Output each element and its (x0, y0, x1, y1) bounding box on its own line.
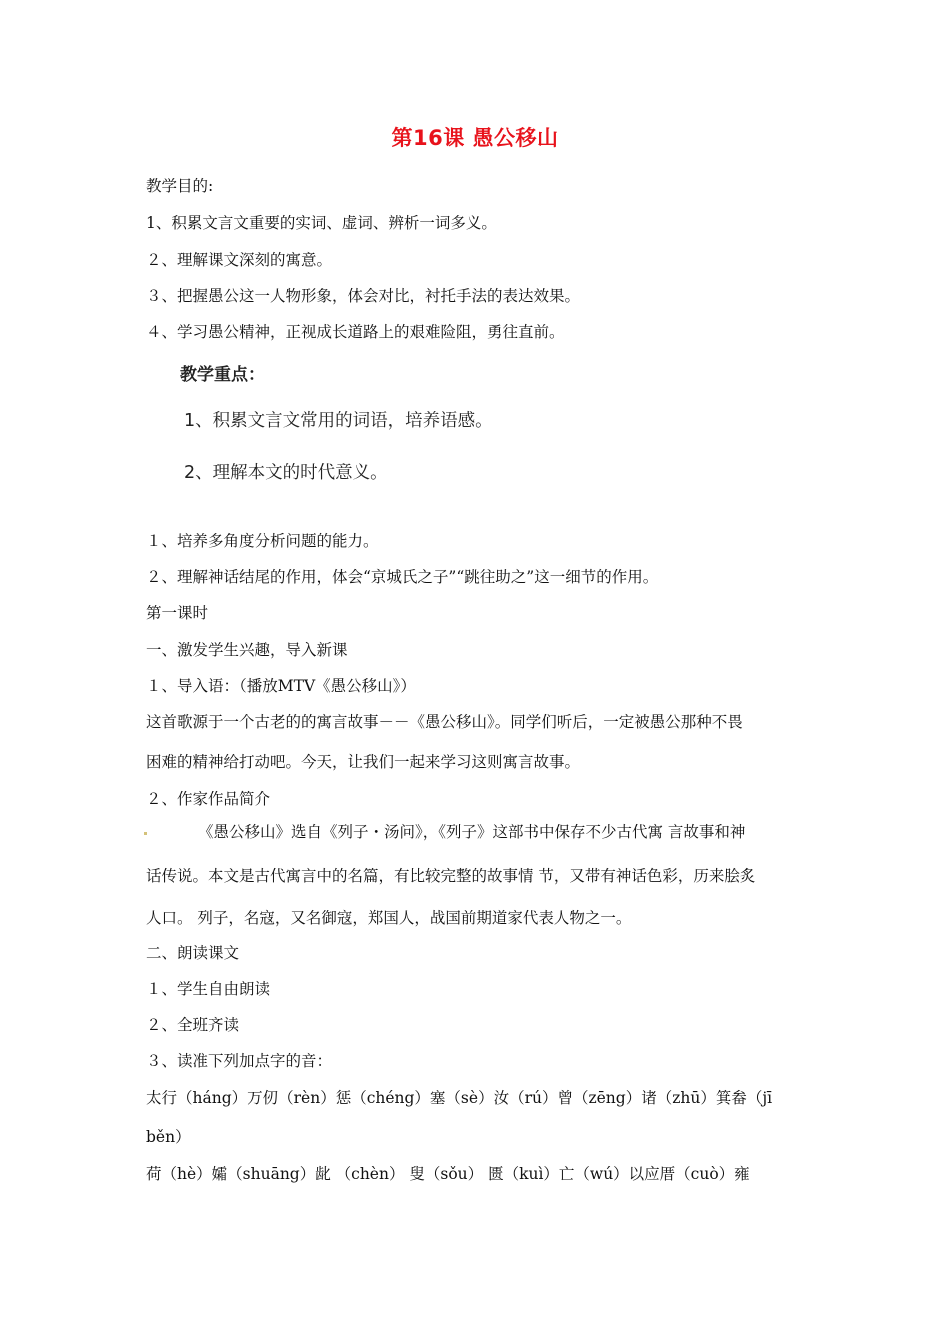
reading-item: ３、读准下列加点字的音： (146, 1052, 333, 1070)
reading-item: ２、全班齐读 (146, 1016, 240, 1034)
objective-item: ２、理解课文深刻的寓意。 (146, 251, 333, 269)
section-heading: 一、激发学生兴趣，导入新课 (146, 641, 348, 659)
objective-item: ３、把握愚公这一人物形象，体会对比，衬托手法的表达效果。 (146, 287, 581, 305)
bullet-dot (144, 832, 147, 835)
author-text: 话传说。本文是古代寓言中的名篇，有比较完整的故事情 节，又带有神话色彩，历来脍炙 (146, 867, 756, 885)
pronunciation-line: běn） (146, 1128, 191, 1146)
intro-text: 困难的精神给打动吧。今天，让我们一起来学习这则寓言故事。 (146, 753, 581, 771)
key-points-heading: 教学重点： (180, 365, 265, 385)
intro-text: 这首歌源于一个古老的的寓言故事－－《愚公移山》。同学们听后，一定被愚公那种不畏 (146, 713, 743, 731)
reading-item: １、学生自由朗读 (146, 980, 271, 998)
pronunciation-line: 太行（háng）万仞（rèn）惩（chéng）塞（sè）汝（rú）曾（zēng）诸（zhū）箕畚（jī (146, 1089, 773, 1107)
pronunciation-line: 荷（hè）孀（shuāng）龀 （chèn） 叟（sǒu） 匮（kuì）亡（wú）以应厝（cuò）雍 (146, 1165, 750, 1183)
author-text: 《愚公移山》选自《列子・汤问》，《列子》这部书中保存不少古代寓 言故事和神 (198, 823, 746, 841)
section-heading: 二、朗读课文 (146, 944, 240, 962)
author-text: 人口。 列子，名寇，又名御寇，郑国人，战国前期道家代表人物之一。 (146, 909, 632, 927)
key-point-item: 1、积累文言文常用的词语，培养语感。 (184, 411, 493, 431)
objectives-heading: 教学目的: (146, 177, 214, 195)
objective-item: ４、学习愚公精神，正视成长道路上的艰难险阻，勇往直前。 (146, 323, 565, 341)
intro-label: １、导入语：（播放MTV《愚公移山》） (146, 677, 416, 695)
author-label: ２、作家作品简介 (146, 790, 271, 808)
key-point-item: 2、理解本文的时代意义。 (184, 463, 388, 483)
difficulty-item: ２、理解神话结尾的作用，体会“京城氏之子”“跳往助之”这一细节的作用。 (146, 568, 659, 586)
lesson-period: 第一课时 (146, 604, 209, 622)
page-title: 第16课 愚公移山 (391, 126, 559, 150)
difficulty-item: １、培养多角度分析问题的能力。 (146, 532, 379, 550)
objective-item: 1、积累文言文重要的实词、虚词、辨析一词多义。 (146, 214, 497, 232)
